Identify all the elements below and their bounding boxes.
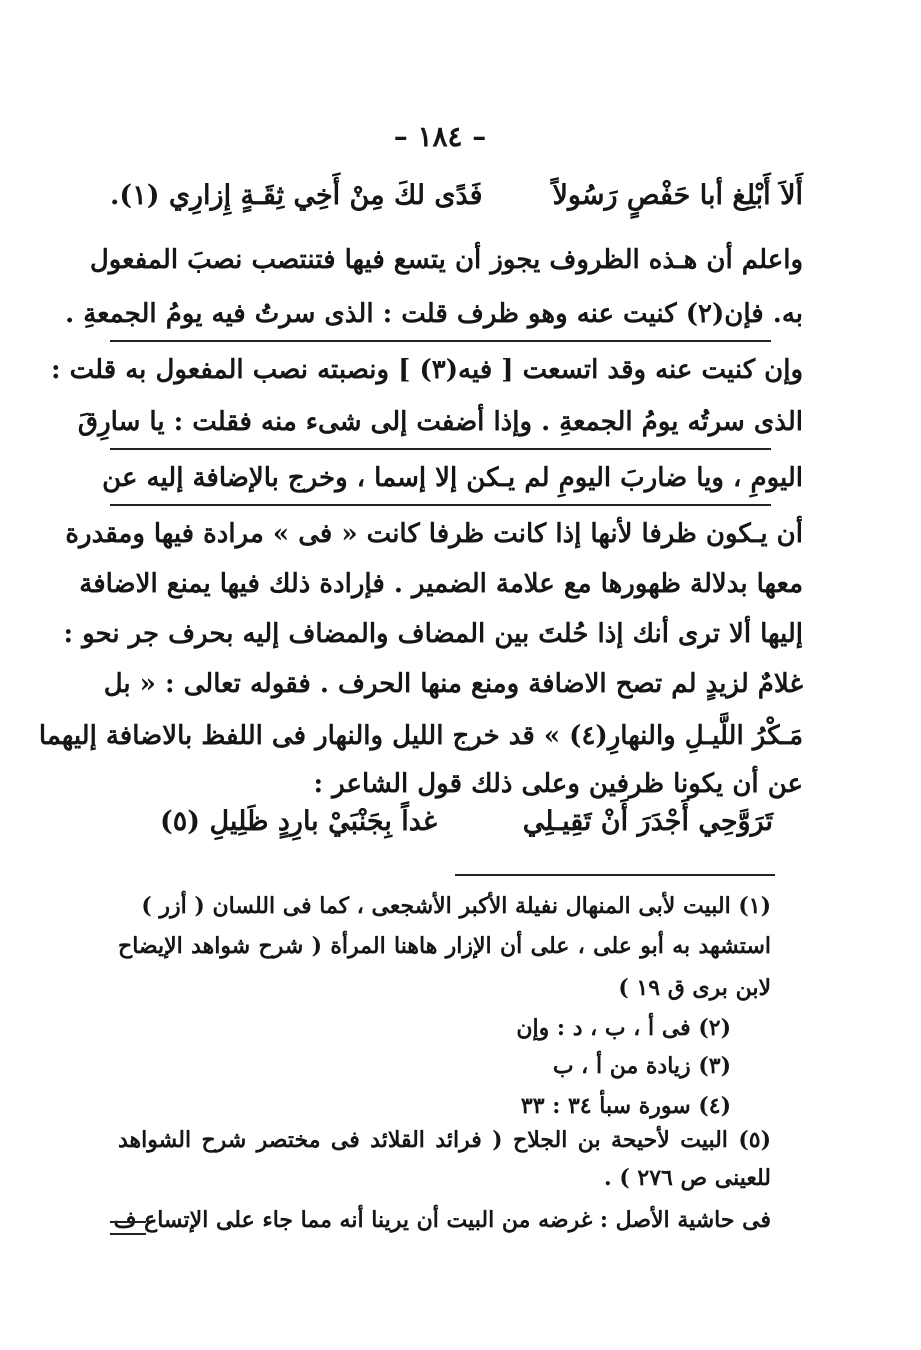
verse-hemistich-second: غداً بِجَنْبَيْ بارِدٍ ظَلِيلِ (٥)	[160, 806, 438, 837]
body-line: واعلم أن هـذه الظروف يجوز أن يتسع فيها فتنتصب نصبَ المفعول	[89, 245, 803, 275]
opening-verse	[110, 180, 803, 211]
footnote-line: للعينى ص ٢٧٦ ) .	[604, 1165, 771, 1191]
body-line: به. فإن(٢) كنيت عنه وهو ظرف قلت : الذى سرتُ فيه يومُ الجمعةِ .	[65, 299, 803, 329]
footnote-line: فى حاشية الأصل : غرضه من البيت أن يرينا أنه مما جاء على الإتساع ف	[113, 1207, 771, 1233]
continuation-mark	[110, 1221, 146, 1235]
footnote-line: (٢) فى أ ، ب ، د : وإن	[516, 1015, 731, 1041]
footnote-line: (٤) سورة سبأ ٣٤ : ٣٣	[520, 1093, 731, 1119]
footnote-separator	[455, 874, 775, 876]
underline	[110, 504, 771, 506]
page-number: – ١٨٤ –	[393, 120, 487, 153]
verse-hemistich-first: أَلاَ أَبْلِغ أبا حَفْصٍ رَسُولاً	[552, 180, 803, 211]
footnote-line: (١) البيت لأبى المنهال نفيلة الأكبر الأشجعى ، كما فى اللسان ( أزر )	[141, 893, 771, 919]
body-line: الذى سرتُه يومُ الجمعةِ . وإذا أضفت إلى شىء منه فقلت : يا سارِقَ	[77, 407, 803, 437]
closing-verse	[160, 806, 773, 837]
body-line: وإن كنيت عنه وقد اتسعت [ فيه(٣) ] ونصبته نصب المفعول به قلت :	[50, 355, 803, 385]
body-line: مَـكْرُ اللَّيـلِ والنهارِ(٤) » قد خرج الليل والنهار فى اللفظ بالاضافة إليهما	[38, 721, 803, 751]
underline	[110, 448, 771, 450]
body-line: اليومِ ، ويا ضاربَ اليومِ لم يـكن إلا إسما ، وخرج بالإضافة إليه عن	[102, 463, 803, 493]
body-line: أن يـكون ظرفا لأنها إذا كانت ظرفا كانت « فى » مرادة فيها ومقدرة	[65, 519, 803, 549]
body-line: معها بدلالة ظهورها مع علامة الضمير . فإرادة ذلك فيها يمنع الاضافة	[79, 569, 803, 599]
footnote-line: (٥) البيت لأحيحة بن الجلاح ( فرائد القلائد فى مختصر شرح الشواهد	[118, 1127, 771, 1153]
body-line: إليها ألا ترى أنك إذا حُلتَ بين المضاف والمضاف إليه بحرف جر نحو :	[63, 619, 803, 649]
underline	[110, 340, 771, 342]
verse-hemistich-second: فَدًى لكَ مِنْ أَخِي ثِقَـةٍ إِزارِي (١).	[110, 180, 483, 211]
footnote-line: استشهد به أبو على ، على أن الإزار هاهنا المرأة ( شرح شواهد الإيضاح	[118, 933, 771, 959]
verse-hemistich-first: تَرَوَّحِي أَجْدَرَ أَنْ تَقِيـلِي	[522, 806, 773, 837]
footnote-line: (٣) زيادة من أ ، ب	[552, 1053, 731, 1079]
body-line: غلامٌ لزيدٍ لم تصح الاضافة ومنع منها الحرف . فقوله تعالى : « بل	[103, 669, 803, 699]
footnote-line: لابن برى ق ١٩ )	[618, 975, 771, 1001]
body-line: عن أن يكونا ظرفين وعلى ذلك قول الشاعر :	[313, 769, 803, 799]
